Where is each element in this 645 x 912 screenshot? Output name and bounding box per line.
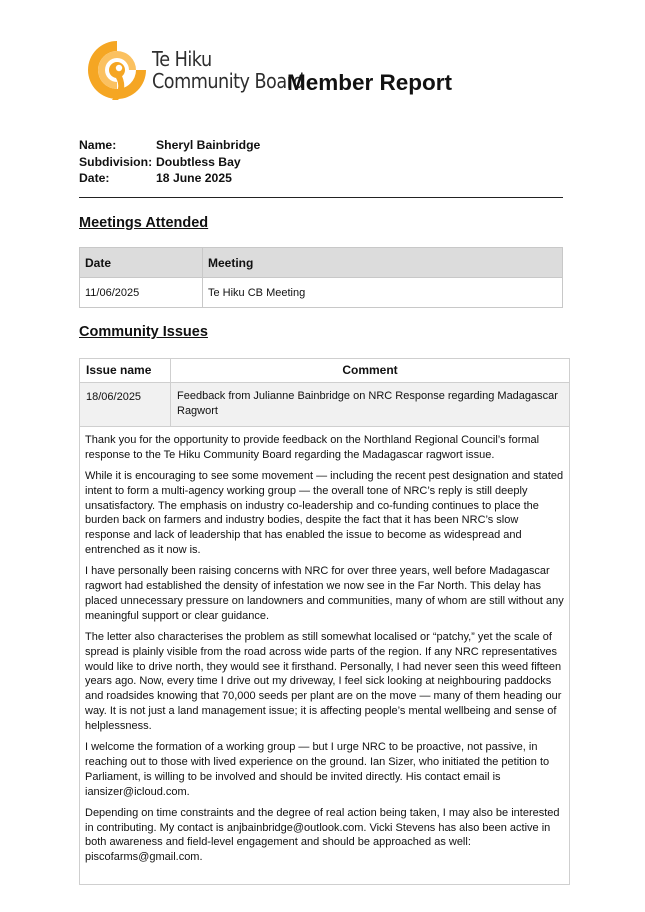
issue-comment-body (80, 427, 569, 865)
table-row (80, 383, 569, 427)
meeting-date-cell: 11/06/2025 (80, 278, 203, 308)
issues-header-row (80, 359, 569, 383)
issue-date-cell: 18/06/2025 (80, 383, 171, 426)
issues-col-name: Issue name (80, 359, 171, 382)
comment-paragraph: While it is encouraging to see some movement — including the recent pest designation and stated intent to form a multi-agency working group — the overall tone of NRC’s reply is still deeply unsatisfactory. The emphasis on industry co-leadership and co-funding continues to place the burden back on farmers and industry bodies, despite the fact that it has been NRC’s slow response and lack of leadership that has enabled the issue to become as widespread and entrenched as it now is. (85, 470, 564, 557)
logo-line-1: Te Hiku (152, 47, 212, 71)
meetings-col-date: Date (80, 248, 203, 278)
table-row (80, 278, 563, 308)
date-value: 18 June 2025 (156, 171, 232, 185)
subdivision-label: Subdivision: (79, 154, 153, 169)
te-hiku-logo-icon (82, 38, 152, 102)
comment-paragraph: I welcome the formation of a working group — but I urge NRC to be proactive, not passive, in reaching out to those with lived experience on the ground. Ian Sizer, who initiated the petition to Parliament, is willing to be involved and should be invited directly. His contact email is iansizer@icloud.com. (85, 741, 550, 798)
meetings-heading: Meetings Attended (79, 215, 209, 231)
name-label: Name: (79, 138, 117, 152)
subdivision-row (79, 154, 260, 171)
issues-col-comment: Comment (342, 363, 398, 377)
issues-table (79, 358, 570, 885)
name-value: Sheryl Bainbridge (156, 138, 261, 152)
member-details (79, 137, 260, 187)
report-title: Member Report (287, 70, 453, 95)
date-label: Date: (79, 171, 110, 185)
name-row (79, 137, 260, 154)
logo-wordmark (152, 48, 304, 92)
meeting-name-cell: Te Hiku CB Meeting (203, 278, 563, 308)
meetings-table (79, 247, 563, 308)
date-row (79, 170, 260, 187)
comment-paragraph: The letter also characterises the problem as still somewhat localised or “patchy,” yet the scale of spread is plainly visible from the road across wide parts of the region. If any NRC representatives would like to drive north, they would see it firsthand. Personally, I had never seen this weed fifteen years ago. Now, every time I drive out my driveway, I feel sick looking at neighbouring paddocks and roadsides knowing that 70,000 seeds per plant are on the move — many of them heading our way. It is not just a land management issue; it is affecting people’s mental wellbeing and sense of helplessness. (85, 631, 562, 732)
meetings-header-row (80, 248, 563, 278)
subdivision-value: Doubtless Bay (156, 154, 241, 169)
comment-paragraph: Thank you for the opportunity to provide feedback on the Northland Regional Council’s formal response to the Te Hiku Community Board regarding the Madagascar ragwort issue. (85, 434, 540, 461)
comment-paragraph: I have personally been raising concerns with NRC for over three years, well before Madagascar ragwort had established the density of infestation we now see in the Far North. This delay has placed unnecessary pressure on landowners and communities, many of whom are still without any meaningful support or clear guidance. (85, 565, 564, 622)
divider-line (79, 197, 563, 198)
comment-paragraph: Depending on time constraints and the degree of real action being taken, I may also be interested in contributing. My contact is anjbainbridge@outlook.com. Vicki Stevens has also been active in both awareness and field-level engagement and should be approached as well: piscofarms@gmail.com. (85, 806, 560, 864)
issue-topic-cell: Feedback from Julianne Bainbridge on NRC Response regarding Madagascar Ragwort (177, 390, 558, 417)
logo-line-2: Community Board (152, 69, 304, 93)
issues-heading: Community Issues (79, 324, 208, 340)
meetings-col-meeting: Meeting (203, 248, 563, 278)
